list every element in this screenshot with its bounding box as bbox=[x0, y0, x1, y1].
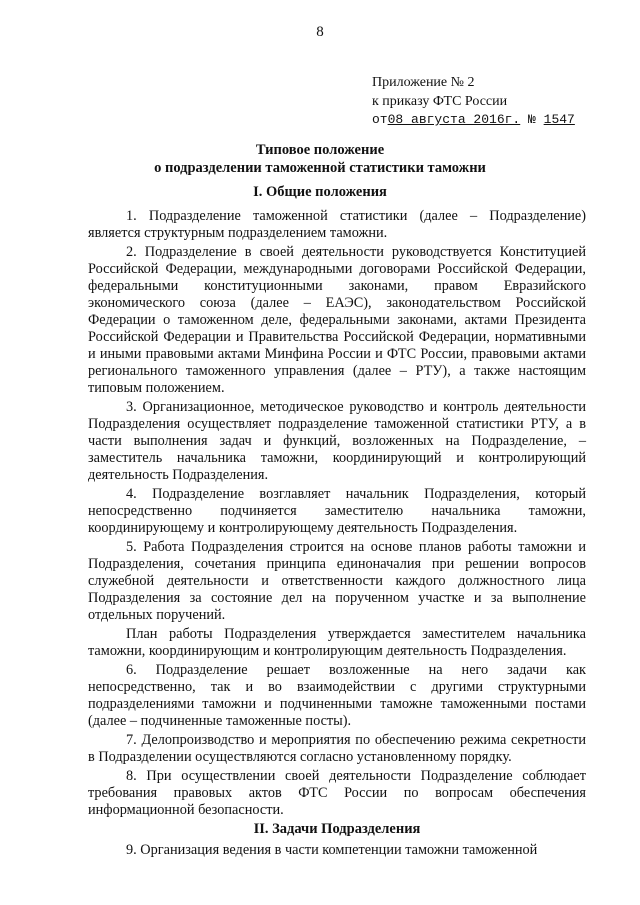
appendix-order-ref: к приказу ФТС России bbox=[372, 93, 508, 109]
paragraph-3: 3. Организационное, методическое руководство и контроль деятельности Подразделения осуществляет подразделение таможенной статистики РТУ, а в части выполнения задач и функций, возложенных на Подразделение, – заместитель начальника таможни, координирующий и контролирующий деятельность Подразделения. bbox=[88, 399, 586, 483]
paragraph-9: 9. Организация ведения в части компетенции таможни таможенной bbox=[126, 842, 538, 858]
page-number: 8 bbox=[316, 24, 324, 40]
document-title-line1: Типовое положение bbox=[255, 142, 385, 158]
number-prefix: № bbox=[520, 112, 544, 127]
appendix-block bbox=[372, 74, 575, 130]
section-heading-tasks: II. Задачи Подразделения bbox=[253, 821, 421, 837]
paragraph-5-plan: План работы Подразделения утверждается заместителем начальника таможни, координирующим и контролирующим деятельность Подразделения. bbox=[88, 626, 586, 659]
paragraph-1: 1. Подразделение таможенной статистики (далее – Подразделение) является структурным подразделением таможни. bbox=[88, 208, 586, 241]
paragraph-5: 5. Работа Подразделения строится на основе планов работы таможни и Подразделения, сочетания принципа единоначалия при решении вопросов служебной деятельности и ответственности каждого должностного лица Подразделения за состояние дел на порученном участке и за выполнение отдельных поручений. bbox=[88, 539, 586, 623]
paragraph-6: 6. Подразделение решает возложенные на него задачи как непосредственно, так и во взаимодействии с другими структурными подразделениями таможни и подчиненными таможне таможенными постами (далее – подчиненные таможенные посты). bbox=[88, 662, 586, 729]
document-body bbox=[88, 208, 586, 859]
section-heading-general: I. Общие положения bbox=[253, 184, 387, 200]
paragraph-4: 4. Подразделение возглавляет начальник Подразделения, который непосредственно подчиняется заместителю начальника таможни, координирующему и контролирующему деятельность Подразделения. bbox=[88, 486, 586, 536]
paragraph-7: 7. Делопроизводство и мероприятия по обеспечению режима секретности в Подразделении осуществляются согласно установленному порядку. bbox=[88, 732, 586, 765]
document-title-line2: о подразделении таможенной статистики таможни bbox=[154, 160, 486, 176]
paragraph-8: 8. При осуществлении своей деятельности Подразделение соблюдает требования правовых актов ФТС России по вопросам обеспечения информационной безопасности. bbox=[88, 768, 586, 818]
order-date: 08 августа 2016г. bbox=[387, 112, 521, 127]
appendix-date-line bbox=[372, 111, 575, 130]
order-number: 1547 bbox=[543, 112, 575, 127]
appendix-title: Приложение № 2 bbox=[372, 75, 475, 90]
paragraph-2: 2. Подразделение в своей деятельности руководствуется Конституцией Российской Федерации, международными договорами Российской Федерации, федеральными конституционными законами, правом Евразийского экономического союза (далее – ЕАЭС), законодательством Российской Федерации о таможенном деле, федеральными законами, актами Президента Российской Федерации и Правительства Российской Федерации, нормативными и иными правовыми актами Минфина России и ФТС России, правовыми актами регионального таможенного управления (далее – РТУ), а также настоящим типовым положением. bbox=[88, 244, 586, 396]
date-prefix: от bbox=[372, 112, 388, 127]
